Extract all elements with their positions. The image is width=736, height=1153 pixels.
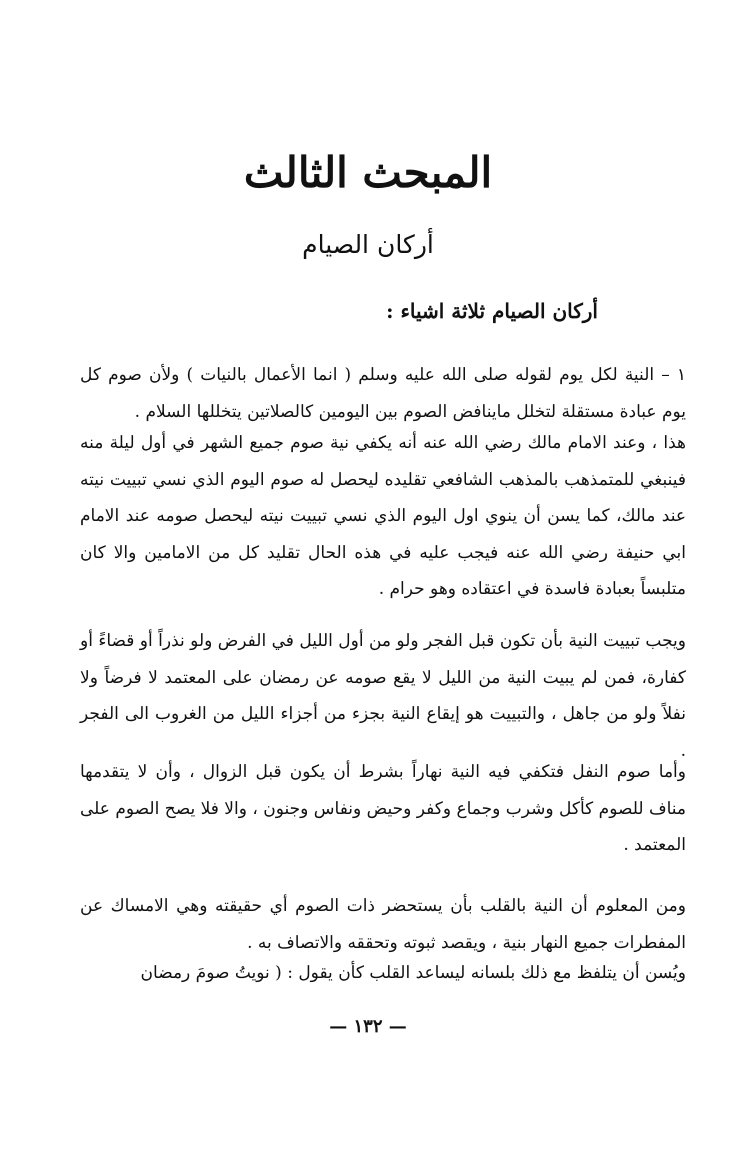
paragraph-5: ومن المعلوم أن النية بالقلب بأن يستحضر ذات الصوم أي حقيقته وهي الامساك عن المفطرات جميع النهار بنية ، ويقصد ثبوته وتحققه والاتصاف به .	[80, 896, 686, 953]
paragraph-6: ويُسن أن يتلفظ مع ذلك بلسانه ليساعد القلب كأن يقول : ( نويتُ صومَ رمضان	[140, 963, 686, 983]
paragraph-4: وأما صوم النفل فتكفي فيه النية نهاراً بشرط أن يكون قبل الزوال ، وأن لا يتقدمها مناف للصوم كأكل وشرب وجماع وكفر وحيض ونفاس وجنون ، والا فلا يصح الصوم على المعتمد .	[80, 762, 686, 855]
intro-heading: أركان الصيام ثلاثة اشياء :	[386, 299, 598, 323]
paragraph-3: ويجب تبييت النية بأن تكون قبل الفجر ولو من أول الليل في الفرض ولو نذراً أو قضاءً أو كفارة، فمن لم يبيت النية من الليل لا يقع صومه عن رمضان على المعتمد لا فرضاً ولا نفلاً ولو من جاهل ، والتبييت هو إيقاع النية بجزء من أجزاء الليل من الغروب الى الفجر .	[80, 631, 686, 761]
section-subtitle: أركان الصيام	[302, 230, 434, 259]
paragraph-2: هذا ، وعند الامام مالك رضي الله عنه أنه يكفي نية صوم جميع الشهر في أول ليلة منه فينبغي للمتمذهب بالمذهب الشافعي تقليده ليحصل له صوم اليوم الذي نسي تبييت نيته عند مالك، كما يسن أن ينوي اول اليوم الذي نسي تبييت نيته ليحصل صومه عند الامام ابي حنيفة رضي الله عنه فيجب عليه في هذه الحال تقليد كل من الامامين والا كان متلبساً بعبادة فاسدة في اعتقاده وهو حرام .	[80, 433, 686, 599]
page-number: — ١٣٢ —	[329, 1016, 407, 1037]
paragraph-1: ١ – النية لكل يوم لقوله صلى الله عليه وسلم ( انما الأعمال بالنيات ) ولأن صوم كل يوم عبادة مستقلة لتخلل ماينافض الصوم بين اليومين كالصلاتين يتخللها السلام .	[80, 365, 686, 422]
section-title: المبحث الثالث	[243, 148, 493, 197]
